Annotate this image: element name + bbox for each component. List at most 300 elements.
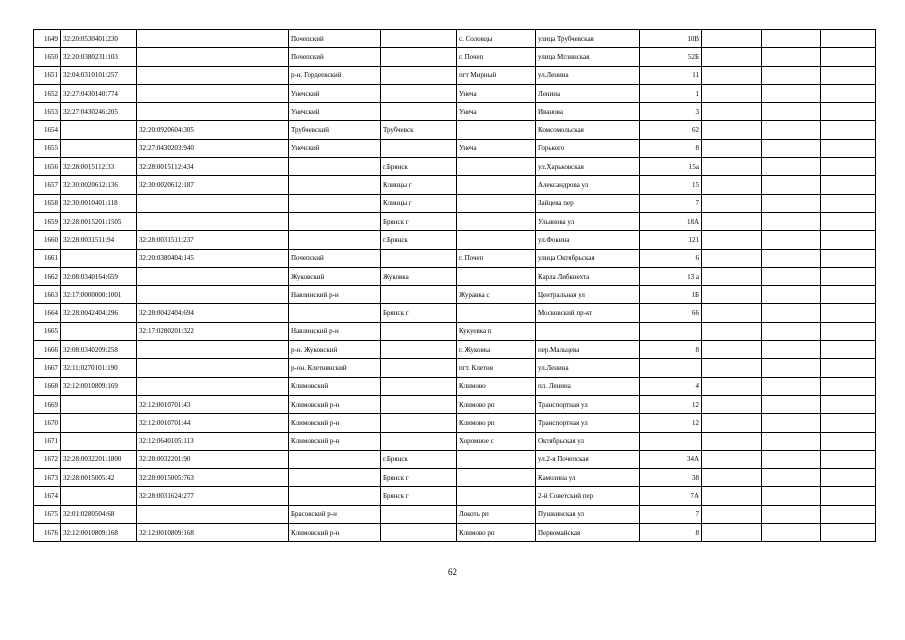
table-cell: Пушкинская ул [536,505,640,523]
table-cell [762,158,821,176]
table-cell: 32:30:0010401:118 [61,194,137,212]
table-cell [821,231,876,249]
table-cell: 1666 [34,341,61,359]
table-cell: 1659 [34,212,61,230]
table-row [34,286,876,304]
table-cell: Октябрьская ул [536,432,640,450]
table-row [34,359,876,377]
table-row [34,432,876,450]
table-cell: Климово рп [457,524,536,542]
table-cell [821,249,876,267]
table-cell: Клинцы г [381,176,457,194]
table-cell: Брянск г [381,487,457,505]
table-cell [702,469,762,487]
table-cell [640,432,702,450]
table-cell [762,359,821,377]
table-cell: 1657 [34,176,61,194]
table-cell [762,66,821,84]
table-cell [640,322,702,340]
table-cell [762,30,821,48]
table-cell: пер.Мальцева [536,341,640,359]
table-cell: 1653 [34,103,61,121]
table-cell: 7 [640,194,702,212]
table-cell: Транспортная ул [536,414,640,432]
table-cell: Брянск г [381,304,457,322]
table-cell: Транспортная ул [536,395,640,413]
table-cell [289,469,381,487]
table-cell: 12 [640,395,702,413]
table-cell: 7А [640,487,702,505]
table-cell [821,469,876,487]
table-cell [457,487,536,505]
table-cell [821,432,876,450]
table-cell: Климово рп [457,414,536,432]
table-cell: Унечский [289,84,381,102]
table-cell: 32:12:0640105:113 [137,432,289,450]
table-cell: 32:28:0031624:277 [137,487,289,505]
table-cell [61,322,137,340]
table-cell: 1672 [34,450,61,468]
table-cell [61,395,137,413]
table-row [34,395,876,413]
table-cell [762,121,821,139]
table-cell: Локоть рп [457,505,536,523]
table-cell [289,212,381,230]
table-cell [821,84,876,102]
table-cell [137,359,289,377]
table-cell [821,377,876,395]
table-cell: г. Почеп [457,48,536,66]
table-cell [821,121,876,139]
table-cell [762,231,821,249]
table-cell [137,377,289,395]
table-cell [702,249,762,267]
table-cell [762,103,821,121]
table-cell: 38 [640,469,702,487]
table-cell: 32:27:0430140:774 [61,84,137,102]
table-cell: г.Брянск [381,158,457,176]
table-cell: 1667 [34,359,61,377]
table-row [34,66,876,84]
table-cell [762,194,821,212]
table-cell: Унечский [289,139,381,157]
table-cell: 8 [640,341,702,359]
table-cell: 32:04:0310101:257 [61,66,137,84]
table-cell: Камозина ул [536,469,640,487]
table-cell: 32:12:0010701:44 [137,414,289,432]
table-row [34,469,876,487]
table-cell: Навлинский р-н [289,286,381,304]
table-cell: 4 [640,377,702,395]
table-cell: Ленина [536,84,640,102]
table-cell [289,231,381,249]
table-cell: 32:17:0280201:322 [137,322,289,340]
table-cell [289,450,381,468]
table-cell [61,139,137,157]
table-cell [289,176,381,194]
table-row [34,176,876,194]
table-cell: 12 [640,414,702,432]
table-cell [821,505,876,523]
table-cell: 32:28:0015112:434 [137,158,289,176]
table-cell: 1652 [34,84,61,102]
table-cell: 8 [640,139,702,157]
table-cell: 121 [640,231,702,249]
table-row [34,30,876,48]
table-cell: 1669 [34,395,61,413]
table-cell [702,194,762,212]
table-cell: г. Почеп [457,249,536,267]
data-table [33,29,876,542]
table-cell [762,505,821,523]
table-cell [381,524,457,542]
table-cell [821,30,876,48]
table-cell [821,395,876,413]
table-cell [702,158,762,176]
table-cell: 32:20:0920604:305 [137,121,289,139]
table-cell: 66 [640,304,702,322]
table-cell [821,304,876,322]
table-cell [762,377,821,395]
table-cell [137,84,289,102]
table-cell [381,139,457,157]
table-cell: Почепский [289,249,381,267]
table-cell: 32:28:0031511:237 [137,231,289,249]
table-cell [702,212,762,230]
table-cell: г. Жуковка [457,341,536,359]
table-cell [702,304,762,322]
table-cell: улица Мглинская [536,48,640,66]
table-cell: Карла Либкнехта [536,267,640,285]
table-cell: 32:28:0015005:42 [61,469,137,487]
table-cell: 34А [640,450,702,468]
table-cell [821,176,876,194]
table-cell: 32:17:0000000:1001 [61,286,137,304]
table-cell [137,30,289,48]
table-cell: Унечский [289,103,381,121]
table-row [34,414,876,432]
table-cell: 1676 [34,524,61,542]
table-cell: 32:28:0032201:1800 [61,450,137,468]
table-cell: Клинцы г [381,194,457,212]
page-number: 62 [448,567,457,577]
table-cell [381,84,457,102]
table-cell: Комсомольская [536,121,640,139]
table-cell: 32:12:0010809:168 [61,524,137,542]
table-cell: Трубчевск [381,121,457,139]
table-cell [762,487,821,505]
table-row [34,158,876,176]
table-row [34,377,876,395]
table-cell [457,469,536,487]
table-cell [821,359,876,377]
table-cell [381,103,457,121]
table-cell [821,524,876,542]
table-cell [457,450,536,468]
table-cell [457,176,536,194]
table-cell [702,103,762,121]
table-cell: Климовский р-н [289,414,381,432]
table-cell: 13 а [640,267,702,285]
table-cell: Климовский р-н [289,395,381,413]
table-cell [381,341,457,359]
table-cell: 32:28:0042404:296 [61,304,137,322]
table-cell: р-н. Жуковский [289,341,381,359]
table-cell: 32:28:0015005:763 [137,469,289,487]
table-cell: ул.Ленина [536,66,640,84]
table-cell: 1664 [34,304,61,322]
table-cell: 1673 [34,469,61,487]
table-cell: р-н. Гордеевский [289,66,381,84]
table-cell: Трубчевский [289,121,381,139]
table-cell [457,304,536,322]
table-row [34,450,876,468]
table-cell: 32:27:0430246:205 [61,103,137,121]
table-cell [702,505,762,523]
table-cell: ул.Фокина [536,231,640,249]
table-cell [702,267,762,285]
table-cell [137,66,289,84]
table-cell [137,267,289,285]
table-cell [702,84,762,102]
table-body [34,30,876,542]
table-cell [702,450,762,468]
table-cell [61,487,137,505]
table-cell: 1656 [34,158,61,176]
table-cell [137,103,289,121]
table-row [34,103,876,121]
table-cell: Унеча [457,139,536,157]
table-row [34,84,876,102]
table-cell [61,414,137,432]
table-cell: Почепский [289,48,381,66]
table-row [34,505,876,523]
table-cell: Климовский р-н [289,432,381,450]
table-cell: Климовский [289,377,381,395]
table-cell [762,395,821,413]
table-cell: 32:08:0340164:659 [61,267,137,285]
table-cell [821,487,876,505]
table-cell: Хоромное с [457,432,536,450]
table-cell [821,286,876,304]
table-cell [457,194,536,212]
table-row [34,487,876,505]
table-cell: Навлинский р-н [289,322,381,340]
table-cell: Зайцева пер [536,194,640,212]
table-cell: 11 [640,66,702,84]
table-cell [821,322,876,340]
table-cell: 1660 [34,231,61,249]
table-cell [821,267,876,285]
table-cell [137,286,289,304]
table-cell [381,66,457,84]
table-row [34,231,876,249]
table-cell [702,48,762,66]
table-cell: г.Брянск [381,231,457,249]
table-cell: 32:28:0015112:33 [61,158,137,176]
table-cell [762,524,821,542]
table-cell: Иванова [536,103,640,121]
table-cell: 1649 [34,30,61,48]
table-cell: Московский пр-кт [536,304,640,322]
table-cell [762,48,821,66]
table-cell: 32:12:0010809:168 [137,524,289,542]
table-cell: 10В [640,30,702,48]
table-row [34,267,876,285]
table-cell [702,231,762,249]
table-cell: 6 [640,249,702,267]
table-cell [762,286,821,304]
table-cell: Жуковка [381,267,457,285]
table-cell [702,377,762,395]
table-cell [702,286,762,304]
table-cell: 32:12:0010809:169 [61,377,137,395]
table-cell: 1668 [34,377,61,395]
table-cell: 1662 [34,267,61,285]
table-cell: 1675 [34,505,61,523]
table-cell: 15а [640,158,702,176]
table-cell [381,249,457,267]
table-cell [457,267,536,285]
table-cell: 8 [640,524,702,542]
table-cell [457,121,536,139]
table-row [34,249,876,267]
table-cell [289,487,381,505]
table-row [34,341,876,359]
table-cell [457,158,536,176]
table-cell [821,103,876,121]
table-cell: улица Трубчевская [536,30,640,48]
table-cell [381,414,457,432]
table-cell [457,212,536,230]
table-cell: ул.2-я Почепская [536,450,640,468]
table-cell [821,212,876,230]
table-cell [762,267,821,285]
table-cell: 18А [640,212,702,230]
table-cell: 62 [640,121,702,139]
table-cell [821,139,876,157]
table-cell [702,359,762,377]
table-cell: 15 [640,176,702,194]
table-cell: 32:01:0280504:68 [61,505,137,523]
table-cell: 32:20:0380231:103 [61,48,137,66]
table-cell [381,30,457,48]
table-row [34,139,876,157]
table-cell: 32:11:0270101:190 [61,359,137,377]
table-cell: пгт. Клетня [457,359,536,377]
table-cell [381,286,457,304]
table-cell [821,66,876,84]
table-cell [457,231,536,249]
table-cell [702,432,762,450]
table-cell [289,158,381,176]
table-row [34,322,876,340]
table-cell [381,48,457,66]
table-cell [640,359,702,377]
table-cell: Почепский [289,30,381,48]
table-cell [702,176,762,194]
table-cell: 32:20:0380404:145 [137,249,289,267]
table-cell [821,450,876,468]
table-cell: Климово [457,377,536,395]
table-cell [762,139,821,157]
table-cell [137,212,289,230]
table-row [34,48,876,66]
table-cell [762,249,821,267]
table-cell: Брянск г [381,469,457,487]
table-cell [702,139,762,157]
table-row [34,121,876,139]
table-cell: Жуковский [289,267,381,285]
table-cell: Журавка с [457,286,536,304]
table-cell: Климовский р-н [289,524,381,542]
table-cell: Унеча [457,103,536,121]
table-cell [702,487,762,505]
table-cell [61,432,137,450]
table-cell [381,377,457,395]
table-cell: 1650 [34,48,61,66]
table-row [34,304,876,322]
table-cell: 1658 [34,194,61,212]
table-cell [762,84,821,102]
table-cell [381,322,457,340]
table-cell: 32:28:0015201:1505 [61,212,137,230]
table-cell: р-он. Клетнянский [289,359,381,377]
table-cell: ул.Харьковская [536,158,640,176]
table-cell: 1651 [34,66,61,84]
table-cell [381,359,457,377]
table-cell [821,194,876,212]
table-cell: 32:28:0032201:90 [137,450,289,468]
table-cell [536,322,640,340]
table-cell [702,322,762,340]
table-cell: 1Б [640,286,702,304]
table-cell: 52Б [640,48,702,66]
table-cell [762,322,821,340]
table-cell [702,414,762,432]
table-row [34,524,876,542]
table-cell: 32:27:0430203:940 [137,139,289,157]
table-cell: 1 [640,84,702,102]
table-cell [821,158,876,176]
table-cell [702,524,762,542]
table-cell [821,414,876,432]
table-cell: Унеча [457,84,536,102]
table-cell: 3 [640,103,702,121]
table-cell: улица Октябрьская [536,249,640,267]
table-cell: 2-й Советский пер [536,487,640,505]
table-cell: Климово рп [457,395,536,413]
table-cell: 7 [640,505,702,523]
table-cell: 1671 [34,432,61,450]
table-cell: 32:30:0020612:187 [137,176,289,194]
table-cell [137,194,289,212]
table-cell: 32:30:0020612:136 [61,176,137,194]
table-cell [702,121,762,139]
table-cell: Первомайская [536,524,640,542]
table-cell [762,341,821,359]
table-cell [762,450,821,468]
table-cell [381,395,457,413]
table-cell [289,304,381,322]
table-cell [821,341,876,359]
table-cell: Центральная ул [536,286,640,304]
table-cell: 1670 [34,414,61,432]
table-cell: 32:28:0031511:94 [61,231,137,249]
table-cell: Брянск г [381,212,457,230]
table-cell: 1654 [34,121,61,139]
table-cell: ул.Ленина [536,359,640,377]
